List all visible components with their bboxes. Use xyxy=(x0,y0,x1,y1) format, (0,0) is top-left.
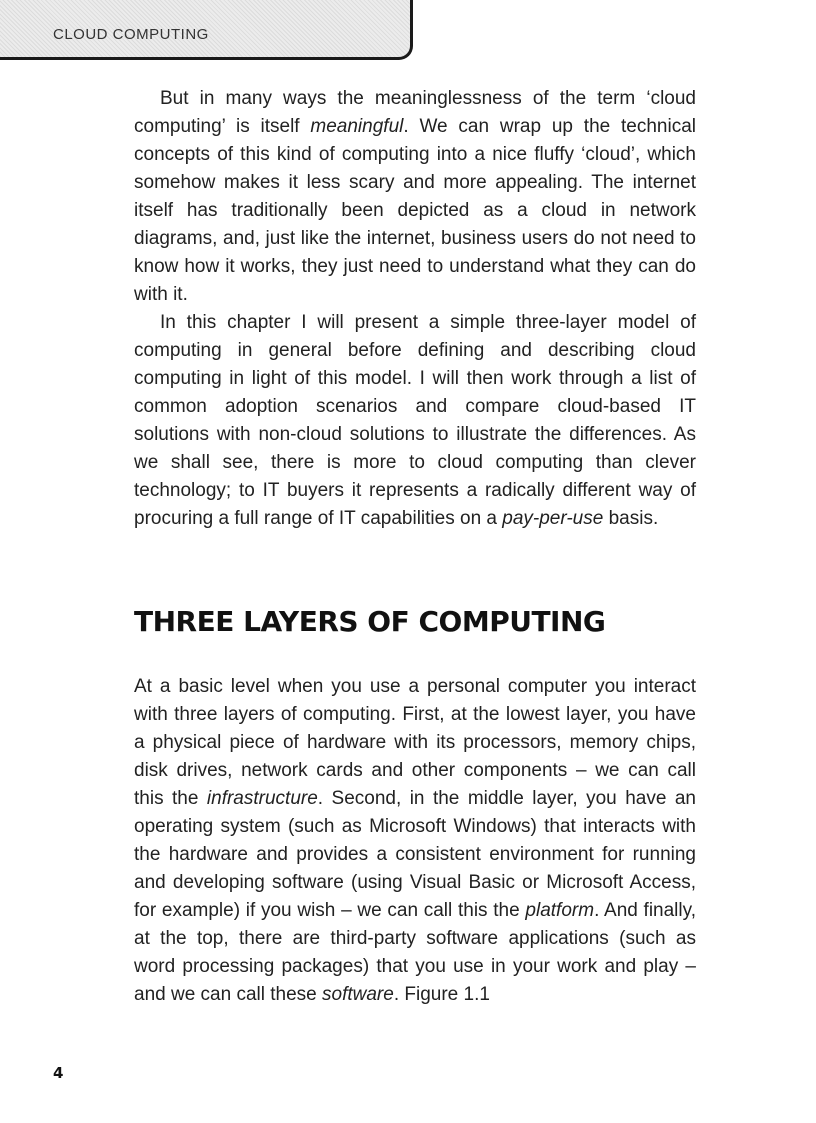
paragraph xyxy=(134,309,696,533)
emphasis-text: software xyxy=(322,984,394,1005)
emphasis-text: pay-per-use xyxy=(502,508,604,529)
paragraph-text: . And finally, at the top, there are third-party software applications (such as word processing packages) that you use in your work and play – and we can call these xyxy=(134,900,696,1005)
emphasis-text: meaningful xyxy=(310,116,404,137)
body-text-top xyxy=(134,85,696,533)
paragraph-text: At a basic level when you use a personal computer you interact with three layers of computing. First, at the lowest layer, you have a physical piece of hardware with its processors, memory chips, disk drives, network cards and other components – we can call this the xyxy=(134,676,696,809)
paragraph-text: basis. xyxy=(603,508,659,529)
paragraph-text: . Second, in the middle layer, you have an operating system (such as Microsoft Windows) that interacts with the hardware and provides a consistent environment for running and developing software (using Visual Basic or Microsoft Access, for example) if you wish – we can call this the xyxy=(134,788,696,921)
emphasis-text: platform xyxy=(525,900,595,921)
paragraph-text: . Figure 1.1 xyxy=(393,984,490,1005)
paragraph xyxy=(134,85,696,309)
section-heading: THREE LAYERS OF COMPUTING xyxy=(134,605,606,638)
running-head: CLOUD COMPUTING xyxy=(53,26,209,43)
paragraph xyxy=(134,673,696,1009)
emphasis-text: infrastructure xyxy=(206,788,318,809)
running-head-tab xyxy=(0,0,413,60)
body-text-bottom xyxy=(134,673,696,1009)
paragraph-text: But in many ways the meaninglessness of the term ‘cloud computing’ is itself xyxy=(134,88,696,137)
page-number: 4 xyxy=(53,1064,64,1082)
paragraph-text: In this chapter I will present a simple three-layer model of computing in general before defining and describing cloud computing in light of this model. I will then work through a list of common adoption scenarios and compare cloud-based IT solutions with non-cloud solutions to illustrate the differences. As we shall see, there is more to cloud computing than clever technology; to IT buyers it represents a radically different way of procuring a full range of IT capabilities on a xyxy=(134,312,696,529)
paragraph-text: . We can wrap up the technical concepts of this kind of computing into a nice fluffy ‘cloud’, which somehow makes it less scary and more appealing. The internet itself has traditionally been depicted as a cloud in network diagrams, and, just like the internet, business users do not need to know how it works, they just need to understand what they can do with it. xyxy=(134,116,696,305)
